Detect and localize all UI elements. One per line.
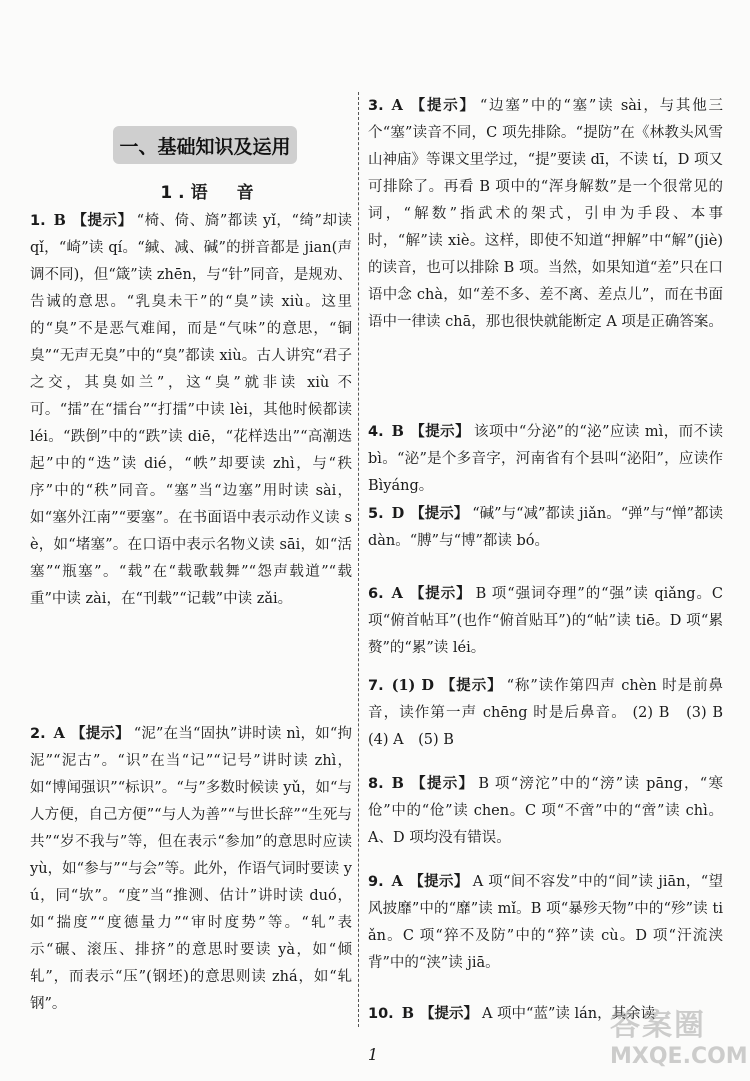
item-explanation: “称”读作第四声 chèn 时是前鼻音，读作第一声 chēng 时是后鼻音。 (2) B (3) B (4) A (5) B <box>368 678 738 748</box>
item-answer: (1) D <box>391 677 434 694</box>
tip-label: 【提示】 <box>70 726 130 742</box>
watermark-text-bottom: MXQE.COM <box>610 1044 748 1069</box>
answer-item-1 <box>30 207 352 613</box>
item-number: 2. <box>30 726 46 742</box>
answer-item-2 <box>30 720 352 1018</box>
item-number: 8. <box>368 776 384 792</box>
answer-item-8 <box>368 770 723 852</box>
tip-label: 【提示】 <box>71 213 133 229</box>
item-explanation: B 项“滂沱”中的“滂”读 pāng，“寒伧”中的“伧”读 chen。C 项“不啻”中的“啻”读 chì。A、D 项均没有错误。 <box>368 776 723 846</box>
column-divider <box>358 92 359 1027</box>
item-number: 6. <box>368 586 384 602</box>
item-answer: A <box>391 873 403 890</box>
section-title: 一、基础知识及运用 <box>115 128 295 162</box>
item-answer: B <box>391 423 404 440</box>
answer-item-9 <box>368 868 723 977</box>
item-number: 7. <box>368 678 384 694</box>
item-number: 10. <box>368 1006 394 1022</box>
page-number: 1 <box>367 1045 379 1064</box>
answer-item-5 <box>368 500 723 555</box>
item-answer: B <box>401 1005 414 1022</box>
answer-item-7 <box>368 672 738 754</box>
subsection-title: 1.语 音 <box>160 183 260 203</box>
item-answer: D <box>391 505 405 522</box>
tip-label: 【提示】 <box>409 424 471 440</box>
watermark-text-top: 答案圈 <box>610 1008 706 1043</box>
item-explanation: B 项“强词夺理”的“强”读 qiǎng。C 项“俯首帖耳”(也作“俯首贴耳”)的“帖”读 tiē。D 项“累赘”的“累”读 léi。 <box>368 586 723 656</box>
item-number: 1. <box>30 213 46 229</box>
item-number: 5. <box>368 506 384 522</box>
tip-label: 【提示】 <box>408 874 469 890</box>
answer-item-3 <box>368 92 723 336</box>
tip-label: 【提示】 <box>439 678 503 694</box>
tip-label: 【提示】 <box>419 1006 478 1022</box>
item-answer: B <box>53 212 66 229</box>
item-explanation: A 项中“蓝”读 lán，其余读 <box>481 1006 656 1022</box>
item-number: 4. <box>368 424 384 440</box>
item-explanation: “边塞”中的“塞”读 sài，与其他三个“塞”读音不同，C 项先排除。“提防”在《林教头风雪山神庙》等课文里学过，“提”要读 dī，不读 tí，D 项又可排除了。再看 B 项中的“浑身解数”是一个很常见的词，“解数”指武术的架式，引申为手段、本事时，“解”读 xiè。这样，即使不知道“押解”中“解”(jiè)的读音，也可以排除 B 项。当然，如果知道“差”只在口语中念 chà，如“差不多、差不离、差点儿”，而在书面语中一律读 chā，那也很快就能断定 A 项是正确答案。 <box>368 98 724 330</box>
item-explanation: “泥”在当“固执”讲时读 nì，如“拘泥”“泥古”。“识”在当“记”“记号”讲时读 zhì，如“博闻强识”“标识”。“与”多数时候读 yǔ，如“与人方便，自己方便”“与人为善”“与世长辞”“生死与共”“岁不我与”等，但在表示“参加”的意思时应读 yù，如“参与”“与会”等。此外，作语气词时要读 yú，同“欤”。“度”当“推测、估计”讲时读 duó，如“揣度”“度德量力”“审时度势”等。“轧”表示“碾、滚压、排挤”的意思时要读 yà，如“倾轧”，而表示“压”(钢坯)的意思则读 zhá，如“轧钢”。 <box>30 726 352 1012</box>
item-answer: A <box>391 585 403 602</box>
answer-item-4 <box>368 418 723 500</box>
item-answer: A <box>391 97 403 114</box>
item-number: 9. <box>368 874 384 890</box>
item-explanation: A 项“间不容发”中的“间”读 jiān，“望风披靡”中的“靡”读 mǐ。B 项“暴殄天物”中的“殄”读 tiǎn。C 项“猝不及防”中的“猝”读 cù。D 项“汗流浃背”中的“浃”读 jiā。 <box>368 874 723 971</box>
watermark-logo <box>610 1000 748 1072</box>
tip-label: 【提示】 <box>408 98 476 114</box>
item-answer: B <box>391 775 404 792</box>
item-number: 3. <box>368 98 384 114</box>
tip-label: 【提示】 <box>409 776 475 792</box>
item-explanation: “椅、倚、旖”都读 yǐ，“绮”却读 qǐ，“崎”读 qí。“緘、减、碱”的拼音都是 jian(声调不同)，但“箴”读 zhēn，与“针”同音，是规劝、告诫的意思。“乳臭未干”的“臭”读 xiù。这里的“臭”不是恶气难闻，而是“气味”的意思，“铜臭”“无声无臭”中的“臭”都读 xiù。古人讲究“君子之交，其臭如兰”，这“臭”就非读 xiù 不可。“擂”在“擂台”“打擂”中读 lèi，其他时候都读 léi。“跌倒”中的“跌”读 diē，“花样迭出”“高潮迭起”中的“迭”读 dié，“帙”却要读 zhì，与“秩序”中的“秩”同音。“塞”当“边塞”用时读 sài，如“塞外江南”“要塞”。在书面语中表示动作义读 sè，如“堵塞”。在口语中表示名物义读 sāi，如“活塞”“瓶塞”。“载”在“载歌载舞”“怨声载道”“载重”中读 zài，在“刊载”“记载”中读 zǎi。 <box>30 213 352 607</box>
tip-label: 【提示】 <box>408 586 472 602</box>
answer-item-6 <box>368 580 723 662</box>
tip-label: 【提示】 <box>410 506 469 522</box>
item-answer: A <box>53 725 65 742</box>
item-explanation: “碱”与“减”都读 jiǎn。“弹”与“惮”都读 dàn。“膊”与“博”都读 bó。 <box>368 506 724 549</box>
item-explanation: 该项中“分泌”的“泌”应读 mì，而不读 bì。“泌”是个多音字，河南省有个县叫“泌阳”，应读作 Bìyáng。 <box>368 424 723 494</box>
